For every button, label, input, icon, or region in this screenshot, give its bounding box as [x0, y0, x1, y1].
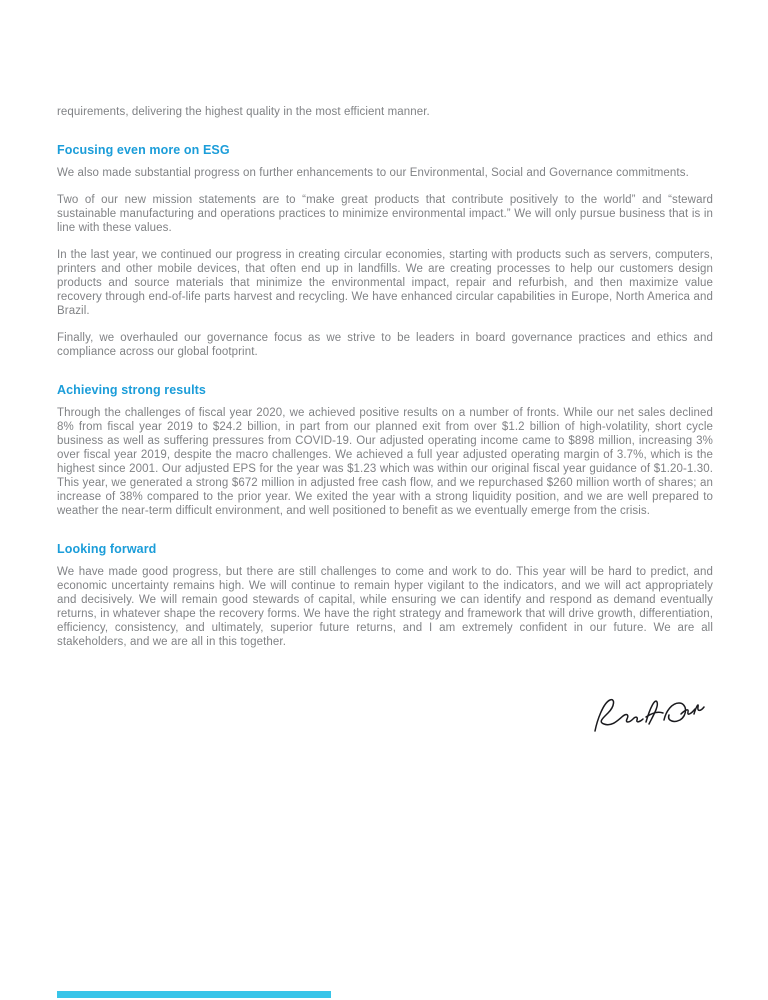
section-heading-forward: Looking forward: [57, 542, 157, 556]
section-heading-esg: Focusing even more on ESG: [57, 143, 230, 157]
signature-ink-strokes: [589, 693, 711, 739]
signature-image: [57, 693, 713, 739]
footer-accent-bar: [57, 991, 331, 998]
paragraph-esg-4: Finally, we overhauled our governance focus as we strive to be leaders in board governance practices and ethics and compliance across our global footprint.: [57, 332, 713, 358]
paragraph-esg-2: Two of our new mission statements are to “make great products that contribute positively to the world” and “steward sustainable manufacturing and operations practices to minimize environmental impact.” We will only pursue business that is in line with these values.: [57, 194, 713, 234]
letter-content: [57, 105, 713, 739]
paragraph-results-1: Through the challenges of fiscal year 2020, we achieved positive results on a number of fronts. While our net sales declined 8% from fiscal year 2019 to $24.2 billion, in part from our planned exit from over $1.2 billion of high-volatility, short cycle business as well as suffering pressures from COVID-19. Our adjusted operating income came to $898 million, increasing 3% over fiscal year 2019, despite the macro challenges. We achieved a full year adjusted operating margin of 3.7%, which is the highest since 2001. Our adjusted EPS for the year was $1.23 which was within our original fiscal year guidance of $1.20-1.30. This year, we generated a strong $672 million in adjusted free cash flow, and we repurchased $260 million worth of shares; an increase of 38% compared to the prior year. We exited the year with a strong liquidity position, and we are well prepared to weather the near-term difficult environment, and well positioned to benefit as we eventually emerge from the crisis.: [57, 407, 713, 517]
section-heading-results: Achieving strong results: [57, 383, 206, 397]
paragraph-continuation: requirements, delivering the highest quality in the most efficient manner.: [57, 106, 430, 118]
paragraph-forward-1: We have made good progress, but there are still challenges to come and work to do. This year will be hard to predict, and economic uncertainty remains high. We will continue to remain hyper vigilant to the indicators, and we will act appropriately and decisively. We will remain good stewards of capital, while ensuring we can identify and respond as demand eventually returns, in whatever shape the recovery forms. We have the right strategy and framework that will drive growth, differentiation, efficiency, consistency, and ultimately, superior future returns, and I am extremely confident in our future. We are all stakeholders, and we are all in this together.: [57, 566, 713, 648]
paragraph-esg-3: In the last year, we continued our progress in creating circular economies, starting with products such as servers, computers, printers and other mobile devices, that often end up in landfills. We are creating processes to help our customers design products and source materials that minimize the environmental impact, repair and refurbish, and then maximize value recovery through end-of-life parts harvest and recycling. We have enhanced circular capabilities in Europe, North America and Brazil.: [57, 249, 713, 317]
paragraph-esg-1: We also made substantial progress on further enhancements to our Environmental, Social and Governance commitments.: [57, 167, 689, 179]
